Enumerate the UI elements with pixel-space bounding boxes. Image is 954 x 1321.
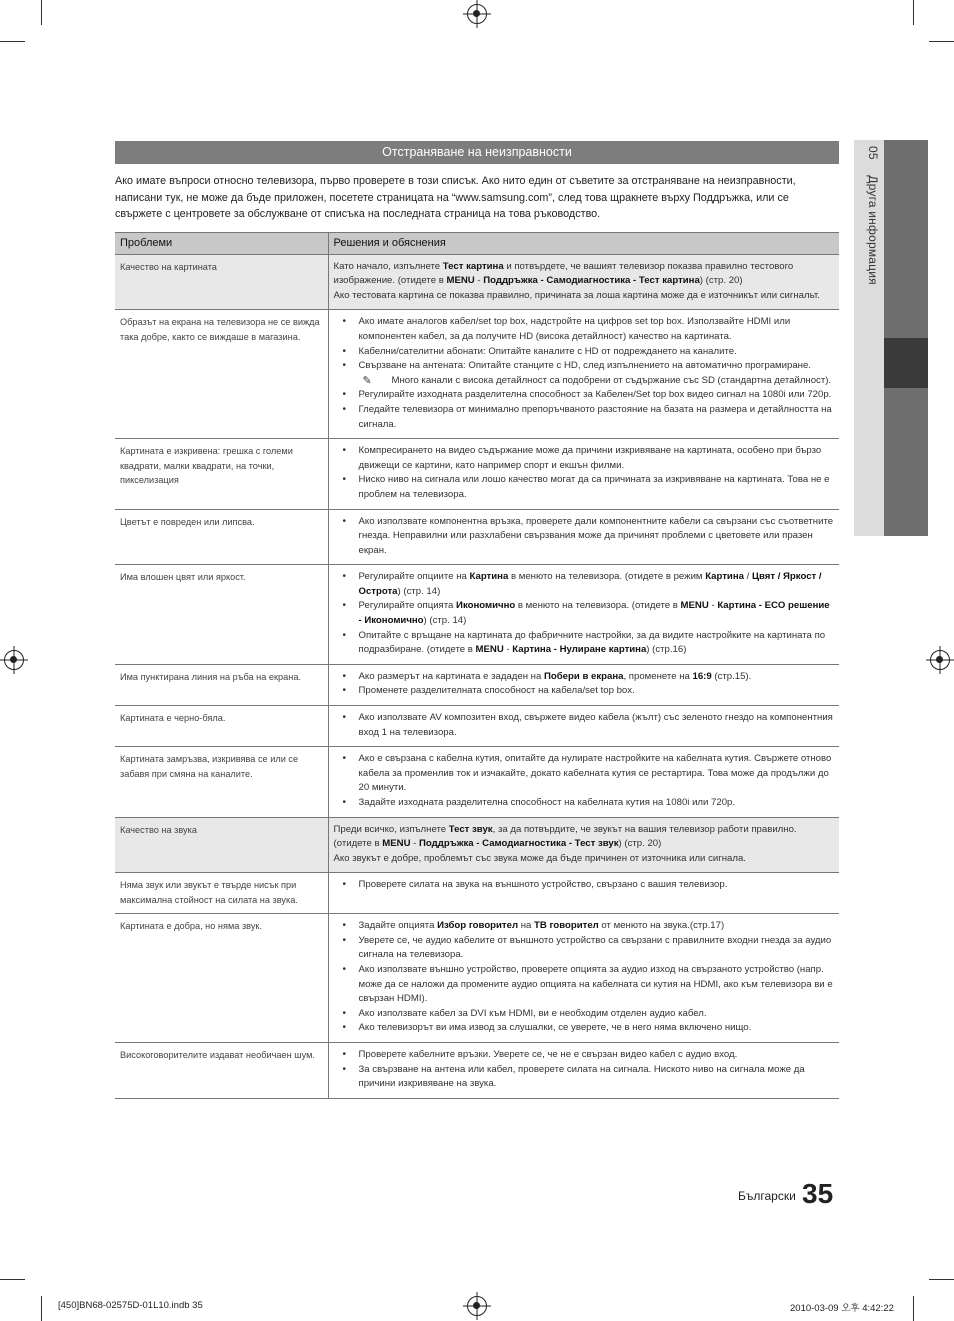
list-item [334, 1007, 835, 1022]
problem-cell: Картината е добра, но няма звук. [115, 914, 328, 1043]
list-item [334, 919, 835, 934]
crop-mark [913, 1296, 914, 1321]
crop-mark [929, 1279, 954, 1280]
bold-term: Тест звук [448, 823, 493, 835]
text-run: (стр.15). [711, 670, 752, 682]
solution-cell [328, 509, 839, 565]
table-row [115, 310, 839, 439]
solution-list [334, 919, 835, 1036]
registration-mark-icon [930, 650, 950, 670]
text-run: от менюто на звука.(стр.17) [598, 920, 725, 932]
chapter-title: Друга информация [866, 175, 880, 285]
problem-cell: Цветът е повреден или липсва. [115, 509, 328, 565]
text-run: Задайте опцията [358, 920, 438, 932]
problem-cell: Има влошен цвят или яркост. [115, 565, 328, 665]
crop-mark [0, 1279, 25, 1280]
column-header-solutions: Решения и обяснения [328, 233, 839, 255]
text-run: Регулирайте опцията [358, 600, 457, 612]
problem-cell: Качество на звука [115, 817, 328, 873]
text-run: ) (стр.16) [646, 644, 687, 656]
table-row [115, 817, 839, 873]
list-item [334, 473, 835, 502]
list-item [334, 878, 835, 893]
solution-cell [328, 747, 839, 817]
bold-term: MENU [475, 644, 504, 656]
solution-cell [328, 914, 839, 1043]
note-item [334, 374, 835, 389]
text-run: в менюто на телевизора. (отидете в режим [508, 571, 706, 583]
problem-cell: Картината замръзва, изкривява се или се забавя при смяна на каналите. [115, 747, 328, 817]
problem-cell: Високоговорителите издават необичаен шум. [115, 1042, 328, 1098]
text-run: Кабелни/сателитни абонати: Опитайте каналите с HD от подреждането на каналите. [358, 345, 737, 357]
crop-mark [929, 41, 954, 42]
list-item [334, 1063, 835, 1092]
bold-term: MENU [446, 275, 475, 287]
solution-cell [328, 873, 839, 914]
page-number: 35 [802, 1178, 834, 1209]
text-run: / [743, 571, 752, 583]
bold-term: Икономично [456, 600, 516, 612]
problem-cell: Качество на картината [115, 254, 328, 310]
text-run: Проверете кабелните връзки. Уверете се, че не е свързан видео кабел с аудио вход. [358, 1048, 738, 1060]
text-run: Ако използвате външно устройство, проверете опцията за аудио изход на свързаното устройство (напр. може да се наложи да промените аудио опцията на кабелната си кутия на HDMI, ако към телевизора ви е свързан HDMI). [358, 963, 833, 1005]
solution-list [334, 1048, 835, 1092]
registration-mark-icon [467, 1296, 487, 1316]
table-header-row [115, 233, 839, 255]
text-run: Ако използвате AV композитен вход, свържете видео кабела (жълт) със зеленото гнездо на компонентния вход 1 на телевизора. [358, 712, 833, 738]
list-item [334, 570, 835, 599]
solution-list [334, 670, 835, 699]
crop-mark [913, 0, 914, 25]
bold-term: Картина - Нулиране картина [512, 644, 647, 656]
crop-mark [41, 0, 42, 25]
table-row [115, 914, 839, 1043]
text-run: Ако звукът е добре, проблемът със звука може да бъде причинен от източника или сигнала. [333, 852, 746, 864]
section-title: Отстраняване на неизправности [115, 141, 839, 164]
table-row [115, 565, 839, 665]
list-item [334, 1021, 835, 1036]
list-item [334, 670, 835, 685]
text-run: За свързване на антена или кабел, проверете силата на сигнала. Ниското ниво на сигнала може да причини изкривяване на звука. [358, 1063, 805, 1090]
table-row [115, 873, 839, 914]
solution-paragraph [334, 289, 835, 304]
list-item [334, 444, 835, 473]
list-item [334, 934, 835, 963]
list-item [334, 599, 835, 628]
bold-term: ТВ говорител [534, 920, 599, 932]
list-item [334, 629, 835, 658]
text-run: , променете на [623, 670, 693, 682]
list-item [334, 515, 835, 559]
text-run: Ако е свързана с кабелна кутия, опитайте да нулирате настройките на кабелната кутия. Свържете отново кабела за променлив ток и изчакайте, докато кабелната кутия се рестартира. Това може да продължи до 20 минути. [358, 753, 832, 794]
solution-cell [328, 817, 839, 873]
section-intro: Ако имате въпроси относно телевизора, първо проверете в този списък. Ако нито един от съветите за отстраняване на неизправности, написани тук, не може да бъде приложен, посетете страницата на “www.samsung.com”, след това щракнете върху Поддръжка, или се свържете с центровете за обслужване от списъка на последната страница на това ръководство. [115, 175, 796, 220]
text-run: - [503, 644, 513, 656]
text-run: Ако телевизорът ви има извод за слушалки, се уверете, че в него няма включено нищо. [358, 1022, 752, 1034]
solution-list [334, 515, 835, 559]
table-row [115, 664, 839, 705]
text-run: и потвърдете, че вашият телевизор показва правилно тестового изображение. (отидете в [333, 260, 794, 287]
text-run: Ако размерът на картината е зададен на [358, 670, 544, 682]
list-item [334, 711, 835, 740]
text-run: Ако тестовата картина се показва правилно, причината за лоша картина може да е източникът или сигнальт. [333, 289, 820, 301]
solution-paragraph [334, 260, 835, 289]
bold-term: Избор говорител [437, 920, 519, 932]
solution-list [334, 570, 835, 658]
chapter-label [858, 146, 880, 446]
table-body [115, 254, 839, 1098]
text-run: Много канали с висока детайлност са подобрени от съдържание със SD (стандартна детайлност). [391, 374, 832, 386]
table-row [115, 706, 839, 747]
list-item [334, 796, 835, 811]
solution-paragraph [334, 852, 835, 867]
problem-cell: Картината е изкривена: грешка с големи квадрати, малки квадрати, на точки, пикселизация [115, 439, 328, 509]
chapter-label-strip [854, 140, 884, 536]
print-slug-date: 2010-03-09 오후 4:42:22 [790, 1303, 894, 1314]
footer-language: Български [738, 1189, 796, 1203]
solution-cell [328, 706, 839, 747]
text-run: ) (стр. 20) [618, 838, 662, 850]
text-run: Ако използвате кабел за DVI към HDMI, ви е необходим отделен аудио кабел. [358, 1007, 707, 1019]
list-item [334, 315, 835, 344]
bold-term: MENU [680, 600, 709, 612]
list-item [334, 403, 835, 432]
list-item [334, 359, 835, 374]
text-run: Гледайте телевизора от минимално препоръчваното разстояние на базата на размера и детайлността на сигнала. [358, 403, 832, 430]
text-run: , за да потвърдите, че звукът на вашия телевизор работи правилно. (отидете в [333, 823, 797, 850]
chapter-number: 05 [866, 146, 880, 160]
list-item [334, 1048, 835, 1063]
text-run: на [518, 920, 535, 932]
text-run: Опитайте с връщане на картината до фабричните настройки, за да видите настройките на картината по подразбиране. (отидете в [358, 629, 826, 656]
problem-cell: Няма звук или звукът е твърде нисък при максимална стойност на силата на звука. [115, 873, 328, 914]
solution-cell [328, 254, 839, 310]
column-header-problems: Проблеми [115, 233, 328, 255]
text-run: - [410, 838, 420, 850]
text-run: - [708, 600, 718, 612]
text-run: ) (стр. 14) [397, 585, 441, 597]
problem-cell: Образът на екрана на телевизора не се вижда така добре, както се виждаше в магазина. [115, 310, 328, 439]
solution-paragraph [334, 823, 835, 852]
text-run: ) (стр. 14) [423, 615, 467, 627]
bold-term: Поддръжка - Самодиагностика - Тест звук [419, 838, 619, 850]
solution-list [334, 444, 835, 502]
text-run: Свързване на антената: Опитайте станците с HD, след изпълнението на автоматично програмиране. [358, 360, 811, 372]
solution-cell [328, 439, 839, 509]
table-row [115, 254, 839, 310]
solution-cell [328, 565, 839, 665]
registration-mark-icon [4, 650, 24, 670]
list-item [334, 752, 835, 796]
text-run: Регулирайте опциите на [358, 571, 470, 583]
text-run: Като начало, изпълнете [333, 260, 443, 272]
bold-term: Поддръжка - Самодиагностика - Тест картина [483, 275, 700, 287]
solution-cell [328, 664, 839, 705]
table-row [115, 747, 839, 817]
chapter-side-tab [854, 140, 928, 536]
print-slug-file: [450]BN68-02575D-01L10.indb 35 [58, 1300, 203, 1311]
text-run: ) (стр. 20) [699, 275, 743, 287]
troubleshooting-table [115, 232, 839, 1099]
solution-list [334, 711, 835, 740]
registration-mark-icon [467, 4, 487, 24]
problem-cell: Картината е черно-бяла. [115, 706, 328, 747]
solution-list [334, 878, 835, 893]
list-item [334, 684, 835, 699]
table-row [115, 509, 839, 565]
table-row [115, 1042, 839, 1098]
text-run: Проверете силата на звука на външното устройство, свързано с вашия телевизор. [358, 879, 728, 891]
bold-term: Побери в екрана [544, 670, 624, 682]
text-run: - [474, 275, 484, 287]
crop-mark [0, 41, 25, 42]
text-run: Компресирането на видео съдържание може да причини изкривяване на картината, особено при бързо движещи се картини, като например спорт и екшън филми. [358, 445, 822, 471]
list-item [334, 345, 835, 360]
chapter-active-marker [884, 338, 928, 388]
bold-term: Картина [705, 571, 744, 583]
bold-term: Тест картина [442, 260, 504, 272]
text-run: Ако използвате компонентна връзка, проверете дали компонентните кабели са свързани със съответните гнезда. Неправилни или разхлабени свързвания може да причинят проблеми с цветовете или празен екран. [358, 515, 834, 556]
text-run: Задайте изходната разделителна способност на кабелната кутия на 1080i или 720p. [358, 797, 736, 808]
bold-term: Цвят / Яркост / Острота [358, 571, 822, 597]
bold-term: Картина [469, 571, 509, 583]
crop-mark [41, 1296, 42, 1321]
list-item [334, 963, 835, 1007]
text-run: Ниско ниво на сигнала или лошо качество могат да са причината за изкривяване на картината. Това не е проблем на телевизора. [358, 474, 830, 500]
bold-term: Картина - ECO решение - Икономично [358, 600, 830, 627]
text-run: Уверете се, че аудио кабелите от външното устройство са свързани с правилните входни гнезда за аудио сигнала на телевизора. [358, 934, 832, 961]
bold-term: 16:9 [692, 670, 712, 682]
text-run: Ако имате аналогов кабел/set top box, надстройте на цифров set top box. Използвайте HDMI или компонентен кабел, за да получите HD (висока детайлност) качество на картината. [358, 316, 791, 342]
solution-cell [328, 1042, 839, 1098]
table-row [115, 439, 839, 509]
solution-list [334, 752, 835, 810]
problem-cell: Има пунктирана линия на ръба на екрана. [115, 664, 328, 705]
list-item [334, 388, 835, 403]
solution-list [334, 315, 835, 432]
solution-cell [328, 310, 839, 439]
text-run: в менюто на телевизора. (отидете в [515, 600, 681, 612]
bold-term: MENU [382, 838, 411, 850]
text-run: Преди всичко, изпълнете [333, 823, 449, 835]
text-run: Регулирайте изходната разделителна способност за Кабелен/Set top box видео сигнал на 1080i или 720p. [358, 389, 832, 401]
chapter-index-bar [884, 140, 928, 536]
text-run: Променете разделителната способност на кабела/set top box. [358, 685, 635, 697]
